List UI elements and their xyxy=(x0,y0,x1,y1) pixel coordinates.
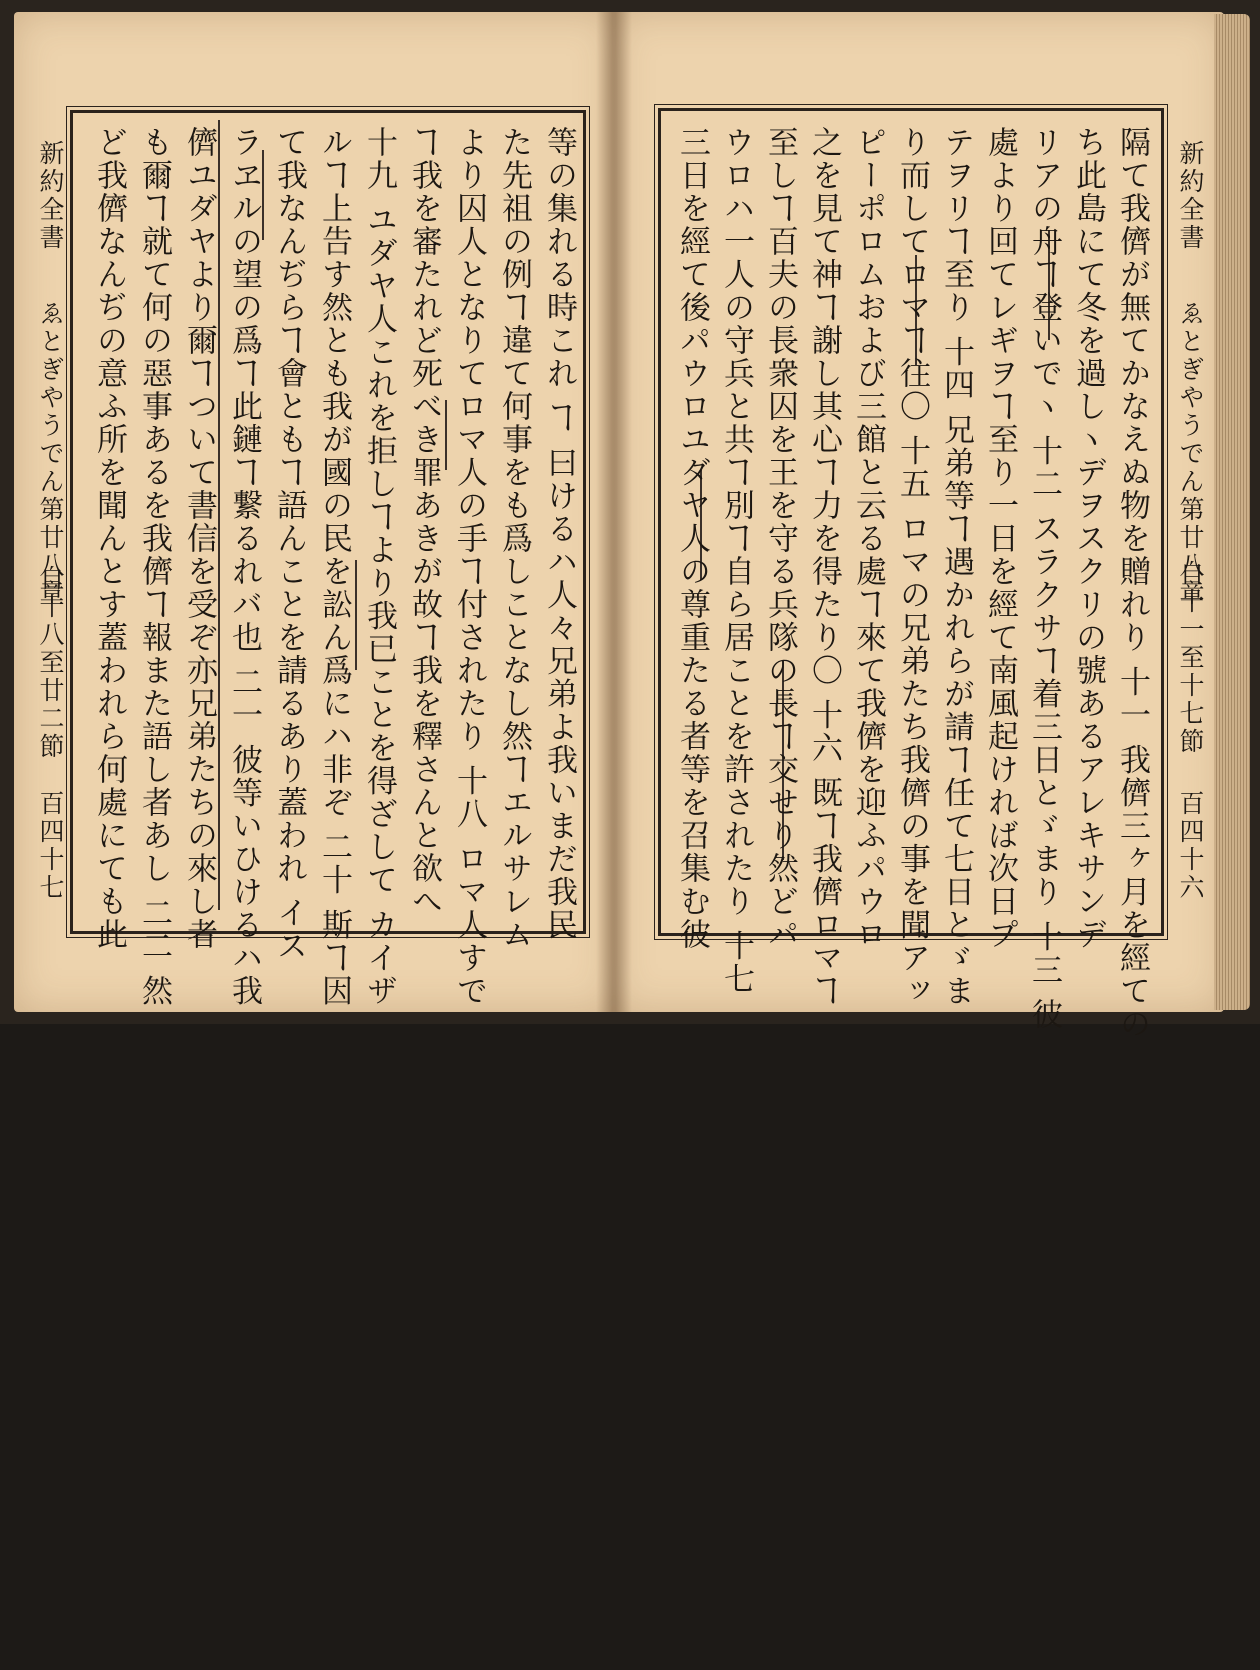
page-edges xyxy=(1214,14,1250,1010)
left-column-11: ど我儕なんぢの意ふ所を聞んとす蓋われら何處にても此 xyxy=(91,126,127,951)
left-column-9: 儕ユダヤより爾ヿついて書信を受ぞ亦兄弟たちの來し者 xyxy=(181,126,217,951)
right-header-title: 新約全書 xyxy=(1176,140,1205,252)
verse-separator xyxy=(355,560,357,670)
left-column-7: て我なんぢらヿ會ともヿ語んことを請るあり蓋われ イス xyxy=(271,126,307,963)
verse-separator xyxy=(262,150,264,240)
right-column-11: 三日を經て後パウロユダヤ人の尊重たる者等を召集む彼 xyxy=(674,126,710,951)
right-column-9: 至しヿ百夫の長衆囚を王を守る兵隊の長ヿ交せり然どパ xyxy=(762,126,798,951)
right-page-number: 百四十六 xyxy=(1176,790,1205,902)
left-header-title: 新約全書 xyxy=(36,140,65,252)
right-column-1: 隔て我儕が無てかなえぬ物を贈れり 十一 我儕三ヶ月を經ての xyxy=(1114,126,1150,1041)
right-header-verses: 自十一至十七節 xyxy=(1176,560,1205,756)
left-column-1: 等の集れる時これ ヿ 曰けるハ人々兄弟よ我いまだ我民 xyxy=(541,126,577,942)
book-gutter xyxy=(596,12,632,1012)
right-header-section: ゑとぎやうでん第廿八章 xyxy=(1176,300,1205,608)
left-column-10: も爾ヿ就て何の惡事あるを我儕ヿ報また語し者あし 二二 然 xyxy=(136,126,172,1008)
right-column-8: 之を見て神ヿ謝し其心ヿ力を得たり〇 十六 既ヿ我儕ロマヿ xyxy=(806,126,842,1008)
right-column-6: り而してロマヿ往〇 十五 ロマの兄弟たち我儕の事を聞アッ xyxy=(894,126,930,1008)
right-column-2: ち此島にて冬を過しヽデヲスクリの號あるアレキサンデ xyxy=(1070,126,1106,951)
left-header-verses: 自十八至廿二節 xyxy=(36,565,65,761)
right-column-7: ピーポロムおよび三館と云る處ヿ來て我儕を迎ふパウロ xyxy=(850,126,886,951)
left-column-8: ラヱルの望の爲ヿ此鏈ヿ繋るれバ也 二一 彼等いひけるハ我 xyxy=(226,126,262,1008)
left-page-number: 百四十七 xyxy=(36,790,65,902)
verse-separator xyxy=(218,120,220,910)
right-column-10: ウロハ一人の守兵と共ヿ別ヿ自ら居ことを許されたり 十七 xyxy=(718,126,754,996)
left-column-6: ルヿ上告す然とも我が國の民を訟ん爲にハ非ぞ 二十 斯ヿ因 xyxy=(316,126,352,1008)
left-column-5: 十九 ユダヤ人これを拒しヿより我已ことを得ざして カイザ xyxy=(361,126,397,1008)
left-header-section: ゑとぎやうでん第廿八章 xyxy=(36,300,65,608)
left-column-2: た先祖の例ヿ違て何事をも爲しことなし然ヿエルサレム xyxy=(496,126,532,951)
left-column-3: より囚人となりてロマ人の手ヿ付されたり 十八 ロマ人すで xyxy=(451,126,487,1008)
verse-separator xyxy=(445,400,447,470)
right-column-4: 處より回てレギヲヿ至り一日を經て南風起ければ次日プ xyxy=(982,126,1018,951)
right-column-5: テヲリヿ至り 十四 兄弟等ヿ遇かれらが請ヿ任て七日とゞま xyxy=(938,126,974,1008)
left-column-4: ヿ我を審たれど死べき罪あきが故ヿ我を釋さんと欲へ xyxy=(406,126,442,918)
right-column-3: リアの舟ヿ登いでヽ 十二 スラクサヿ着三日とゞまり 十三 彼 xyxy=(1026,126,1062,1032)
